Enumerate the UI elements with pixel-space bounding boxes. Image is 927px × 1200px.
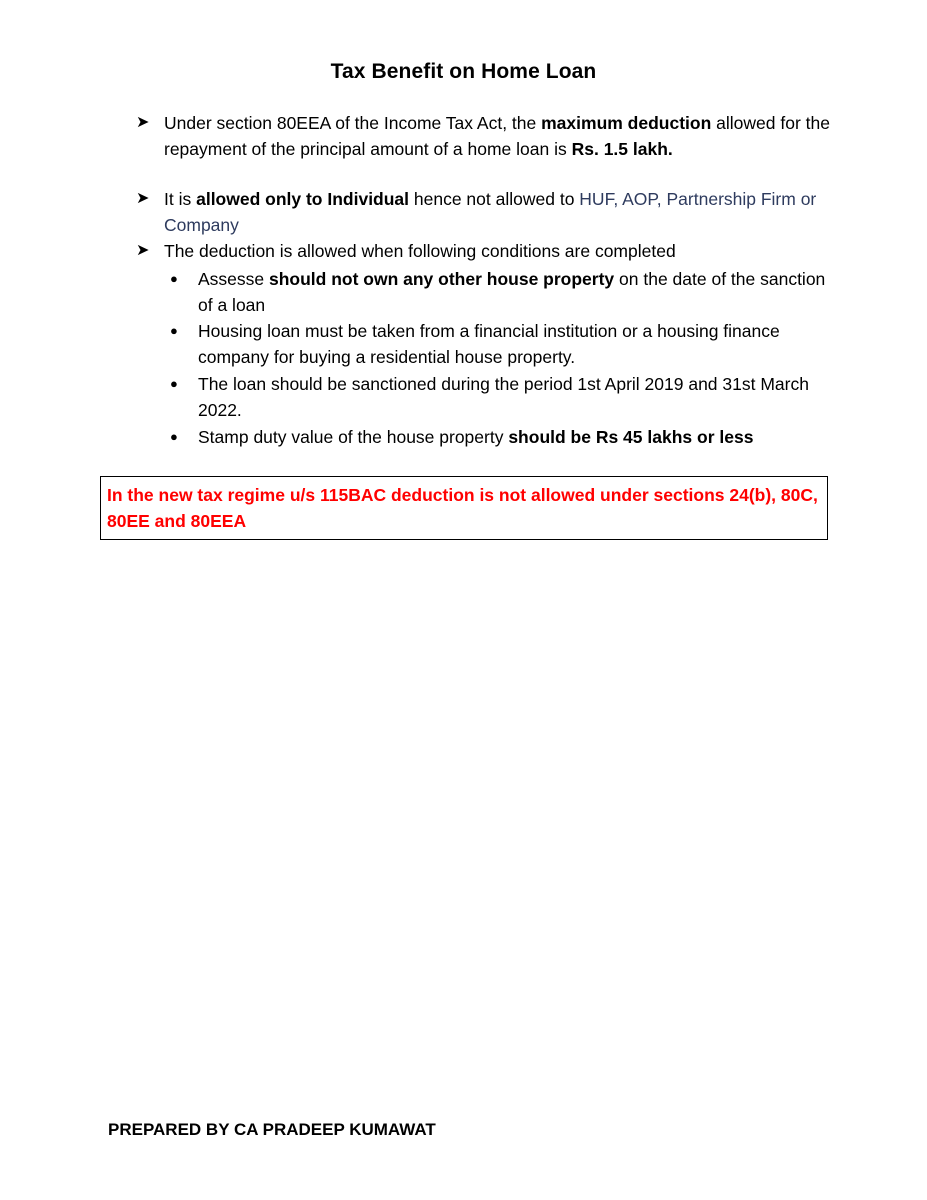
bullet-individual-only — [136, 186, 834, 238]
condition-financial-institution — [170, 318, 828, 370]
bullet-text: It is — [164, 189, 197, 209]
bullet-text: hence not allowed to — [409, 189, 580, 209]
condition-text: on the date of the sanction of a loan — [198, 269, 826, 315]
arrow-bullet-icon: ➤ — [136, 242, 150, 259]
bullet-blue-text: HUF, AOP, Partnership Firm or Company — [164, 189, 817, 235]
dot-bullet-icon: ● — [170, 429, 178, 444]
bullet-conditions-heading — [136, 238, 834, 264]
condition-sanction-period — [170, 371, 828, 423]
bullet-text: allowed for the repayment of the principal amount of a home loan is — [164, 113, 830, 159]
condition-no-other-house — [170, 266, 828, 318]
bullet-bold-text: maximum deduction — [541, 113, 712, 133]
condition-stamp-duty — [170, 424, 828, 450]
new-regime-notice-box: In the new tax regime u/s 115BAC deduction is not allowed under sections 24(b), 80C, 80EE and 80EEA — [100, 476, 828, 540]
dot-bullet-icon: ● — [170, 323, 178, 338]
page-title: Tax Benefit on Home Loan — [330, 60, 597, 83]
arrow-bullet-icon: ➤ — [136, 190, 150, 207]
bullet-80eea-deduction — [136, 110, 834, 162]
condition-text: Assesse — [198, 269, 269, 289]
bullet-text: The deduction is allowed when following conditions are completed — [164, 241, 676, 261]
arrow-bullet-icon: ➤ — [136, 114, 150, 131]
prepared-by-footer: PREPARED BY CA PRADEEP KUMAWAT — [108, 1120, 436, 1139]
condition-text: Housing loan must be taken from a financial institution or a housing finance company for buying a residential house property. — [198, 321, 780, 367]
dot-bullet-icon: ● — [170, 271, 178, 286]
bullet-bold-text: Rs. 1.5 lakh. — [571, 139, 673, 159]
condition-bold-text: should not own any other house property — [269, 269, 615, 289]
bullet-bold-text: allowed only to Individual — [196, 189, 410, 209]
condition-text: Stamp duty value of the house property — [198, 427, 509, 447]
condition-text: The loan should be sanctioned during the period 1st April 2019 and 31st March 2022. — [198, 374, 809, 420]
bullet-text: Under section 80EEA of the Income Tax Act, the — [164, 113, 542, 133]
condition-bold-text: should be Rs 45 lakhs or less — [508, 427, 754, 447]
dot-bullet-icon: ● — [170, 376, 178, 391]
